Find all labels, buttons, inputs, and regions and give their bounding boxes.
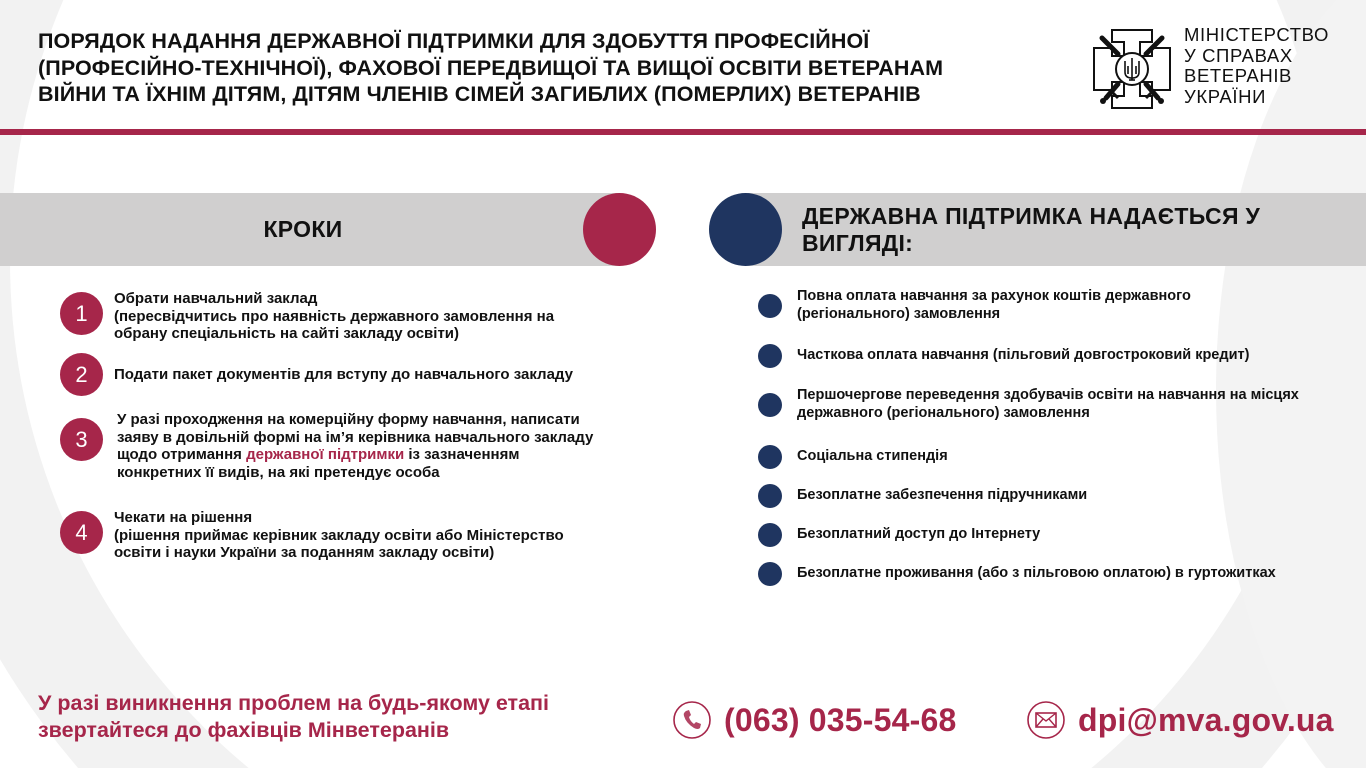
step-item	[60, 292, 554, 343]
step-number-badge: 1	[60, 292, 103, 335]
title-line: ВІЙНИ ТА ЇХНІМ ДІТЯМ, ДІТЯМ ЧЛЕНІВ СІМЕЙ ЗАГИБЛИХ (ПОМЕРЛИХ) ВЕТЕРАНІВ	[38, 82, 921, 106]
step-line: заяву в довільній формі на ім’я керівника навчального закладу	[117, 428, 594, 446]
support-item	[758, 445, 948, 469]
support-line: Безоплатний доступ до Інтернету	[797, 526, 1041, 543]
steps-title: КРОКИ	[263, 216, 343, 242]
header-divider	[0, 129, 1366, 135]
support-item	[758, 288, 1191, 323]
step-line: Чекати на рішення	[114, 509, 253, 526]
envelope-icon	[1026, 700, 1066, 740]
bullet-dot	[758, 484, 782, 508]
step-number-badge: 2	[60, 353, 103, 396]
support-line: (регіонального) замовлення	[797, 305, 1001, 322]
support-line: Першочергове переведення здобувачів освіти на навчання на місцях	[797, 387, 1299, 403]
support-title: ДЕРЖАВНА ПІДТРИМКА НАДАЄТЬСЯ У ВИГЛЯДІ:	[802, 202, 1261, 256]
logo-text-line: МІНІСТЕРСТВО	[1184, 24, 1329, 45]
bullet-dot	[758, 445, 782, 469]
step-number-badge: 3	[60, 418, 103, 461]
support-item	[758, 523, 1040, 547]
support-item-text	[797, 487, 1087, 505]
page-title	[38, 28, 968, 108]
logo-text-line: ВЕТЕРАНІВ	[1184, 65, 1292, 86]
step-line: конкретних її видів, на які претендує особа	[117, 463, 440, 481]
bullet-dot	[758, 562, 782, 586]
support-line: Безоплатне проживання (або з пільговою оплатою) в гуртожитках	[797, 565, 1276, 582]
help-message-line: звертайтеся до фахівців Мінветеранів	[38, 718, 450, 742]
steps-header-band	[0, 193, 620, 266]
step-text	[114, 509, 564, 562]
step-line: У разі проходження на комерційну форму навчання, написати	[117, 411, 580, 428]
step-line: Подати пакет документів для вступу до навчального закладу	[114, 366, 573, 383]
title-line: ПОРЯДОК НАДАННЯ ДЕРЖАВНОЇ ПІДТРИМКИ ДЛЯ ЗДОБУТТЯ ПРОФЕСІЙНОЇ	[38, 29, 870, 53]
support-line: Безоплатне забезпечення підручниками	[797, 487, 1088, 504]
phone-icon	[672, 700, 712, 740]
email-contact[interactable]	[1026, 700, 1334, 740]
step-item	[60, 353, 573, 396]
step-line-text: щодо отримання	[117, 446, 247, 463]
bullet-dot	[758, 523, 782, 547]
steps-header-dot	[583, 193, 656, 266]
logo-text-line: УКРАЇНИ	[1184, 85, 1266, 107]
highlight-state-support: державної підтримки	[246, 446, 405, 463]
step-item	[60, 411, 594, 481]
email-address[interactable]: dpi@mva.gov.ua	[1078, 701, 1334, 738]
ministry-emblem-icon	[1090, 26, 1174, 112]
ministry-logo	[1090, 26, 1329, 112]
support-item	[758, 484, 1087, 508]
support-item	[758, 387, 1299, 422]
support-item-text	[797, 448, 948, 466]
step-line: (рішення приймає керівник закладу освіти або Міністерство	[114, 526, 564, 544]
phone-number[interactable]: (063) 035-54-68	[724, 701, 957, 738]
support-item-text	[797, 288, 1191, 323]
support-line: Повна оплата навчання за рахунок коштів державного	[797, 288, 1191, 304]
step-text	[114, 290, 554, 343]
title-line: (ПРОФЕСІЙНО-ТЕХНІЧНОЇ), ФАХОВОЇ ПЕРЕДВИЩОЇ ТА ВИЩОЇ ОСВІТИ ВЕТЕРАНАМ	[38, 55, 944, 80]
step-line: освіти і науки України за поданням закладу освіти)	[114, 544, 495, 561]
bullet-dot	[758, 344, 782, 368]
help-message	[38, 690, 549, 744]
support-item-text	[797, 526, 1040, 544]
step-line	[117, 446, 593, 464]
bullet-dot	[758, 393, 782, 417]
support-item-text	[797, 565, 1276, 583]
support-line: державного (регіонального) замовлення	[797, 404, 1090, 421]
logo-text-line: У СПРАВАХ	[1184, 44, 1293, 66]
step-text	[114, 366, 573, 384]
step-line-text: із зазначенням	[404, 446, 520, 463]
phone-contact[interactable]	[672, 700, 956, 740]
step-line: (пересвідчитись про наявність державного замовлення на	[114, 307, 555, 325]
step-number-badge: 4	[60, 511, 103, 554]
support-header-band	[746, 193, 1366, 266]
logo-text	[1184, 25, 1329, 107]
support-item	[758, 344, 1249, 368]
bullet-dot	[758, 294, 782, 318]
step-line: обрану спеціальність на сайті закладу освіти)	[114, 325, 460, 342]
step-item	[60, 511, 564, 562]
support-item-text	[797, 347, 1249, 365]
help-message-line: У разі виникнення проблем на будь-якому етапі	[38, 691, 549, 715]
support-item-text	[797, 387, 1299, 422]
step-line: Обрати навчальний заклад	[114, 290, 318, 307]
support-line: Соціальна стипендія	[797, 448, 948, 465]
support-item	[758, 562, 1276, 586]
support-header-dot	[709, 193, 782, 266]
support-line: Часткова оплата навчання (пільговий довгостроковий кредит)	[797, 347, 1250, 364]
step-text	[117, 411, 593, 481]
